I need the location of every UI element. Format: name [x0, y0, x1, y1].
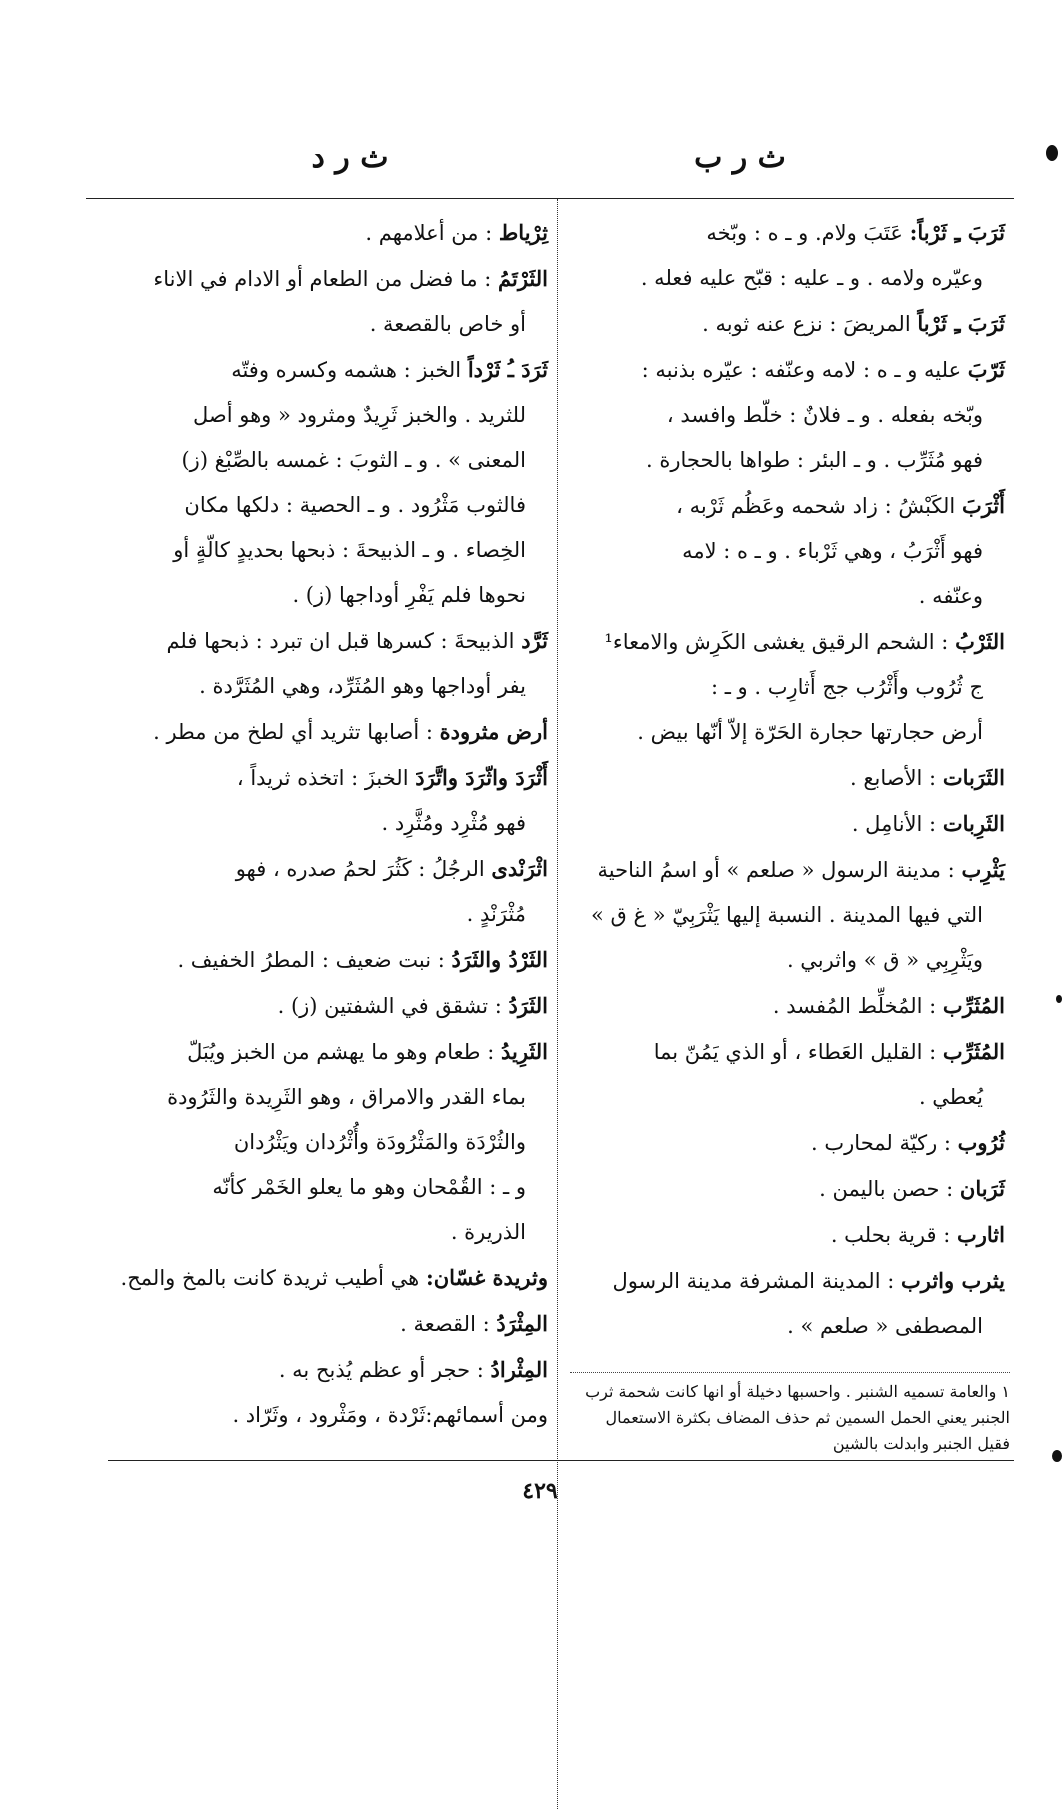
dictionary-line — [100, 1165, 548, 1210]
headword: ثَرَبان — [959, 1176, 1005, 1201]
headword: الثَرَدُ — [508, 993, 548, 1018]
definition-text: يُعطي . — [918, 1085, 983, 1109]
dictionary-line — [565, 847, 1005, 893]
definition-text: : أصابها تثريد أي لطخ من مطر . — [153, 720, 433, 744]
dictionary-line — [565, 347, 1005, 393]
dictionary-line — [100, 1029, 548, 1075]
dictionary-line — [565, 1120, 1005, 1166]
dictionary-line — [100, 302, 548, 347]
headword: يَثْرِب — [961, 857, 1005, 882]
definition-text: : المدينة المشرفة مدينة الرسول — [612, 1269, 895, 1293]
headword: يثرب واثرب — [900, 1268, 1005, 1293]
definition-text: الذبيحةَ : كسرها قبل ان تبرد : ذبحها فلم — [166, 629, 515, 653]
footnote — [570, 1372, 1010, 1457]
definition-text: : طعام وهو ما يهشم من الخبز ويُبَلّ — [187, 1040, 495, 1064]
definition-text: : حجر أو عظم يُذبح به . — [278, 1358, 484, 1382]
headword: ثَرَدَ ـُ ثَرْداً — [467, 357, 548, 382]
definition-text: : الشحم الرقيق يغشى الكَرِش والامعاء¹ — [604, 630, 949, 654]
dictionary-line — [565, 710, 1005, 755]
dictionary-line — [565, 938, 1005, 983]
dictionary-line — [565, 1212, 1005, 1258]
headword: ثَرَبَ ـِ ثَرْباً: — [909, 220, 1005, 245]
definition-text: أو خاص بالقصعة . — [369, 312, 526, 336]
dictionary-line — [100, 1393, 548, 1438]
definition-text: : الأصابع . — [849, 766, 937, 790]
header-rule — [86, 198, 1014, 199]
definition-text: الخِصاء . و ـ الذبيحةَ : ذبحها بحديدٍ كالّةٍ أو — [173, 538, 526, 562]
definition-text: التي فيها المدينة . النسبة إليها يَثْرَبِيّ « غ ق » — [591, 903, 983, 927]
dictionary-line — [100, 618, 548, 664]
definition-text: وعنّفه . — [918, 584, 983, 608]
definition-text: وبّخه بفعله . و ـ فلانٌ : خلّط وافسد ، — [666, 403, 983, 427]
definition-text: : من أعلامهم . — [365, 221, 493, 245]
headword: المُثَرِّب — [942, 993, 1005, 1018]
definition-text: : المُخلِّط المُفسد . — [772, 994, 937, 1018]
definition-text: الذريرة . — [450, 1220, 526, 1244]
definition-text: : القليل العَطاء ، أو الذي يَمُنّ بما — [653, 1040, 937, 1064]
definition-text: : حصن باليمن . — [819, 1177, 954, 1201]
definition-text: الرجُلُ : كَثُرَ لحمُ صدره ، فهو — [235, 857, 485, 881]
definition-text: : ما فضل من الطعام أو الادام في الاناء — [153, 267, 492, 291]
dictionary-line — [565, 1166, 1005, 1212]
definition-text: أرض حجارتها حجارة الحَرّة إلاّ أنّها بيض . — [637, 720, 983, 744]
definition-text: مُثْرَنْدٍ . — [466, 902, 526, 926]
headword: اثارب — [957, 1222, 1005, 1247]
definition-text: : تشقق في الشفتين (ز) . — [277, 994, 502, 1018]
definition-text: المعنى » . و ـ الثوبَ : غمسه بالصِّبْغ (ز) — [181, 448, 526, 472]
dictionary-line — [100, 1347, 548, 1393]
edge-mark-middle — [1056, 995, 1062, 1003]
dictionary-line — [100, 573, 548, 618]
headword: أرض مثرودة — [439, 719, 548, 744]
headword: الثَرْدُ والثَرَدُ — [451, 947, 548, 972]
definition-text: فهو أَثْرَبُ ، وهي ثَرْباء . و ـ ه : لامه — [682, 539, 983, 563]
dictionary-line — [100, 438, 548, 483]
headword: الثَرْتَمُ — [498, 266, 548, 291]
dictionary-line — [565, 483, 1005, 529]
headword: ثِرْياط — [498, 220, 548, 245]
dictionary-line — [565, 256, 1005, 301]
definition-text: بماء القدر والامراق ، وهو الثَرِيدة والثَرُودة — [167, 1085, 526, 1109]
headword: وثريدة غسّان: — [425, 1265, 548, 1290]
dictionary-line — [565, 619, 1005, 665]
headword: الثَرْبُ — [955, 629, 1005, 654]
dictionary-line — [100, 755, 548, 801]
dictionary-line — [100, 210, 548, 256]
definition-text: : نبت ضعيف : المطرُ الخفيف . — [177, 948, 445, 972]
definition-text: : الأنامِل . — [851, 812, 937, 836]
definition-text: ويَثْرِبِي « ق » واثربي . — [786, 948, 983, 972]
edge-mark-top — [1046, 145, 1058, 161]
page-number: ٤٢٩ — [522, 1478, 558, 1504]
dictionary-line — [100, 1120, 548, 1165]
dictionary-line — [565, 210, 1005, 256]
headword: اثْرَنْدى — [491, 856, 548, 881]
dictionary-line — [565, 755, 1005, 801]
headword: الثَرِيدُ — [500, 1039, 548, 1064]
dictionary-line — [565, 665, 1005, 710]
definition-text: ومن أسمائهم:ثَرْدة ، ومَثْرود ، وثَرّاد . — [232, 1403, 548, 1427]
definition-text: فهو مُثَرِّب . و ـ البئر : طواها بالحجارة . — [646, 448, 983, 472]
dictionary-line — [100, 1255, 548, 1301]
definition-text: و ـ : القُمْحان وهو ما يعلو الخَمْر كأنّه — [212, 1175, 526, 1199]
definition-text: للثريد . والخبز ثَرِيدٌ ومثرود « وهو أصل — [193, 403, 526, 427]
headword: الثَرِبات — [942, 811, 1005, 836]
headword: المِثْرَدُ — [496, 1311, 548, 1336]
definition-text: هي أطيب ثريدة كانت بالمخ والمح. — [120, 1266, 420, 1290]
headword: ثَرَّد — [521, 628, 548, 653]
headword: ثُرُوب — [957, 1130, 1005, 1155]
headword: أَثْرَبَ — [961, 493, 1005, 518]
dictionary-line — [100, 937, 548, 983]
definition-text: الكَبْشُ : زاد شحمه وعَظُم ثَرْبه ، — [676, 494, 956, 518]
dictionary-line — [565, 529, 1005, 574]
definition-text: فهو مُثْرِد ومُثَّرِد . — [381, 811, 526, 835]
dictionary-line — [100, 709, 548, 755]
edge-mark-bottom — [1052, 1450, 1062, 1462]
dictionary-line — [565, 983, 1005, 1029]
right-column-header: ث ر ب — [694, 140, 786, 175]
dictionary-line — [565, 393, 1005, 438]
definition-text: ج ثُرُوب وأَثْرُب جج أَثارِب . و ـ : — [710, 675, 983, 699]
definition-text: المريضَ : نزع عنه ثوبه . — [702, 312, 911, 336]
dictionary-line — [565, 893, 1005, 938]
left-column — [100, 210, 548, 1438]
dictionary-line — [100, 801, 548, 846]
dictionary-line — [100, 528, 548, 573]
footer-rule — [108, 1460, 1014, 1461]
definition-text: : ركيّة لمحارب . — [811, 1131, 951, 1155]
definition-text: : قرية بحلب . — [830, 1223, 951, 1247]
column-separator — [557, 199, 558, 1809]
definition-text: : القصعة . — [400, 1312, 490, 1336]
dictionary-line — [100, 846, 548, 892]
dictionary-line — [565, 1258, 1005, 1304]
dictionary-line — [100, 892, 548, 937]
dictionary-line — [565, 1075, 1005, 1120]
definition-text: عليه و ـ ه : لامه وعنّفه : عيّره بذنبه : — [641, 358, 962, 382]
dictionary-line — [100, 1075, 548, 1120]
definition-text: والثُرْدَة والمَثْرُودَة وأُثْرُدان ويَثْرُدان — [233, 1130, 526, 1154]
left-column-header: ث ر د — [311, 140, 389, 175]
dictionary-line — [100, 393, 548, 438]
definition-text: : مدينة الرسول « صلعم » أو اسمُ الناحية — [597, 858, 955, 882]
definition-text: المصطفى « صلعم » . — [787, 1314, 983, 1338]
definition-text: عَتَبَ ولام. و ـ ه : وبّخه — [706, 221, 903, 245]
dictionary-line — [100, 483, 548, 528]
dictionary-line — [100, 983, 548, 1029]
dictionary-line — [100, 1210, 548, 1255]
definition-text: نحوها فلم يَفْرِ أوداجها (ز) . — [292, 583, 526, 607]
definition-text: الخبز : هشمه وكسره وفتّه — [231, 358, 462, 382]
dictionary-line — [100, 1301, 548, 1347]
headword: ثَرَبَ ـِ ثَرْباً — [917, 311, 1005, 336]
headword: الثَرَبات — [942, 765, 1005, 790]
dictionary-line — [565, 438, 1005, 483]
dictionary-line — [565, 574, 1005, 619]
footnote-text: ١ والعامة تسميه الشنبر . واحسبها دخيلة أو انها كانت شحمة ثرب الجنبر يعني الحمل السمين ثم حذف المضاف بكثرة الاستعمال فقيل الجنبر وابدلت بالشين — [585, 1382, 1010, 1453]
dictionary-line — [100, 664, 548, 709]
headword: ثَرّبَ — [967, 357, 1005, 382]
definition-text: الخبزَ : اتخذه ثريداً ، — [236, 766, 409, 790]
dictionary-line — [100, 256, 548, 302]
dictionary-line — [565, 1029, 1005, 1075]
dictionary-line — [565, 801, 1005, 847]
right-column — [565, 210, 1005, 1349]
headword: المُثَرِّب — [942, 1039, 1005, 1064]
dictionary-line — [565, 1304, 1005, 1349]
definition-text: فالثوب مَثْرُود . و ـ الحصية : دلكها مكان — [184, 493, 526, 517]
dictionary-line — [100, 347, 548, 393]
dictionary-line — [565, 301, 1005, 347]
headword: أَثْرَدَ واثّرَدَ واتَّرَدَ — [415, 765, 548, 790]
definition-text: وعيّره ولامه . و ـ عليه : قبّح عليه فعله . — [640, 266, 983, 290]
headword: المِثْرادُ — [490, 1357, 548, 1382]
definition-text: يفر أوداجها وهو المُثَرِّد، وهي المُثَرَّدة . — [199, 674, 526, 698]
